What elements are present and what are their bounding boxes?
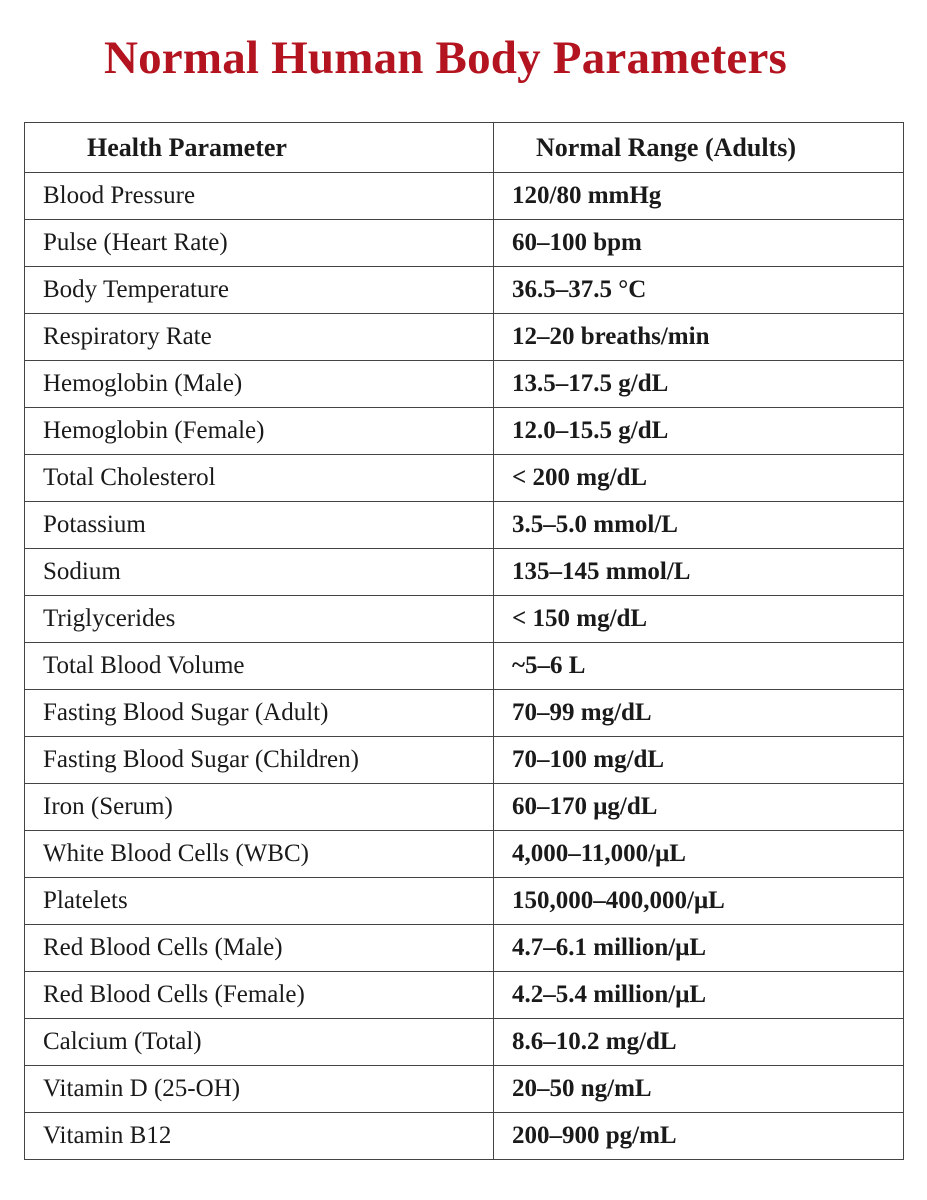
parameter-name-cell: Blood Pressure (25, 173, 494, 220)
parameter-name-cell: Respiratory Rate (25, 314, 494, 361)
table-row (25, 549, 904, 596)
normal-range-cell: 200–900 pg/mL (494, 1113, 904, 1160)
normal-range-cell: 36.5–37.5 °C (494, 267, 904, 314)
parameter-name-cell: Hemoglobin (Male) (25, 361, 494, 408)
normal-range-cell: < 150 mg/dL (494, 596, 904, 643)
table-row (25, 925, 904, 972)
table-row (25, 267, 904, 314)
parameter-name-cell: Total Blood Volume (25, 643, 494, 690)
parameter-name-cell: Total Cholesterol (25, 455, 494, 502)
table-row (25, 408, 904, 455)
parameter-name-cell: Vitamin D (25-OH) (25, 1066, 494, 1113)
parameter-name-cell: Fasting Blood Sugar (Children) (25, 737, 494, 784)
normal-range-cell: 20–50 ng/mL (494, 1066, 904, 1113)
parameter-name-cell: Pulse (Heart Rate) (25, 220, 494, 267)
table-row (25, 361, 904, 408)
normal-range-cell: 3.5–5.0 mmol/L (494, 502, 904, 549)
parameter-name-cell: Sodium (25, 549, 494, 596)
normal-range-cell: 12–20 breaths/min (494, 314, 904, 361)
normal-range-cell: 150,000–400,000/μL (494, 878, 904, 925)
header-normal-range: Normal Range (Adults) (494, 123, 904, 173)
table-row (25, 737, 904, 784)
parameter-name-cell: Red Blood Cells (Female) (25, 972, 494, 1019)
table-row (25, 831, 904, 878)
table-row (25, 784, 904, 831)
parameters-table (24, 122, 904, 1160)
table-row (25, 878, 904, 925)
parameter-name-cell: Platelets (25, 878, 494, 925)
table-row (25, 314, 904, 361)
table-row (25, 1113, 904, 1160)
normal-range-cell: 4.2–5.4 million/μL (494, 972, 904, 1019)
table-header-row (25, 123, 904, 173)
parameter-name-cell: Red Blood Cells (Male) (25, 925, 494, 972)
table-row (25, 690, 904, 737)
normal-range-cell: 60–170 μg/dL (494, 784, 904, 831)
normal-range-cell: 8.6–10.2 mg/dL (494, 1019, 904, 1066)
normal-range-cell: ~5–6 L (494, 643, 904, 690)
normal-range-cell: 70–100 mg/dL (494, 737, 904, 784)
normal-range-cell: 70–99 mg/dL (494, 690, 904, 737)
parameter-name-cell: Potassium (25, 502, 494, 549)
normal-range-cell: 13.5–17.5 g/dL (494, 361, 904, 408)
table-row (25, 596, 904, 643)
header-health-parameter: Health Parameter (25, 123, 494, 173)
page-title: Normal Human Body Parameters (103, 32, 788, 84)
normal-range-cell: 135–145 mmol/L (494, 549, 904, 596)
normal-range-cell: 120/80 mmHg (494, 173, 904, 220)
table-row (25, 455, 904, 502)
normal-range-cell: 4,000–11,000/μL (494, 831, 904, 878)
parameter-name-cell: Body Temperature (25, 267, 494, 314)
parameter-name-cell: White Blood Cells (WBC) (25, 831, 494, 878)
table-row (25, 972, 904, 1019)
parameter-name-cell: Calcium (Total) (25, 1019, 494, 1066)
normal-range-cell: 60–100 bpm (494, 220, 904, 267)
parameter-name-cell: Hemoglobin (Female) (25, 408, 494, 455)
normal-range-cell: < 200 mg/dL (494, 455, 904, 502)
table-row (25, 173, 904, 220)
parameter-name-cell: Vitamin B12 (25, 1113, 494, 1160)
table-row (25, 220, 904, 267)
normal-range-cell: 12.0–15.5 g/dL (494, 408, 904, 455)
table-row (25, 643, 904, 690)
table-row (25, 1019, 904, 1066)
table-body (25, 173, 904, 1160)
normal-range-cell: 4.7–6.1 million/μL (494, 925, 904, 972)
parameter-name-cell: Iron (Serum) (25, 784, 494, 831)
parameter-name-cell: Triglycerides (25, 596, 494, 643)
table-row (25, 1066, 904, 1113)
parameter-name-cell: Fasting Blood Sugar (Adult) (25, 690, 494, 737)
table-row (25, 502, 904, 549)
